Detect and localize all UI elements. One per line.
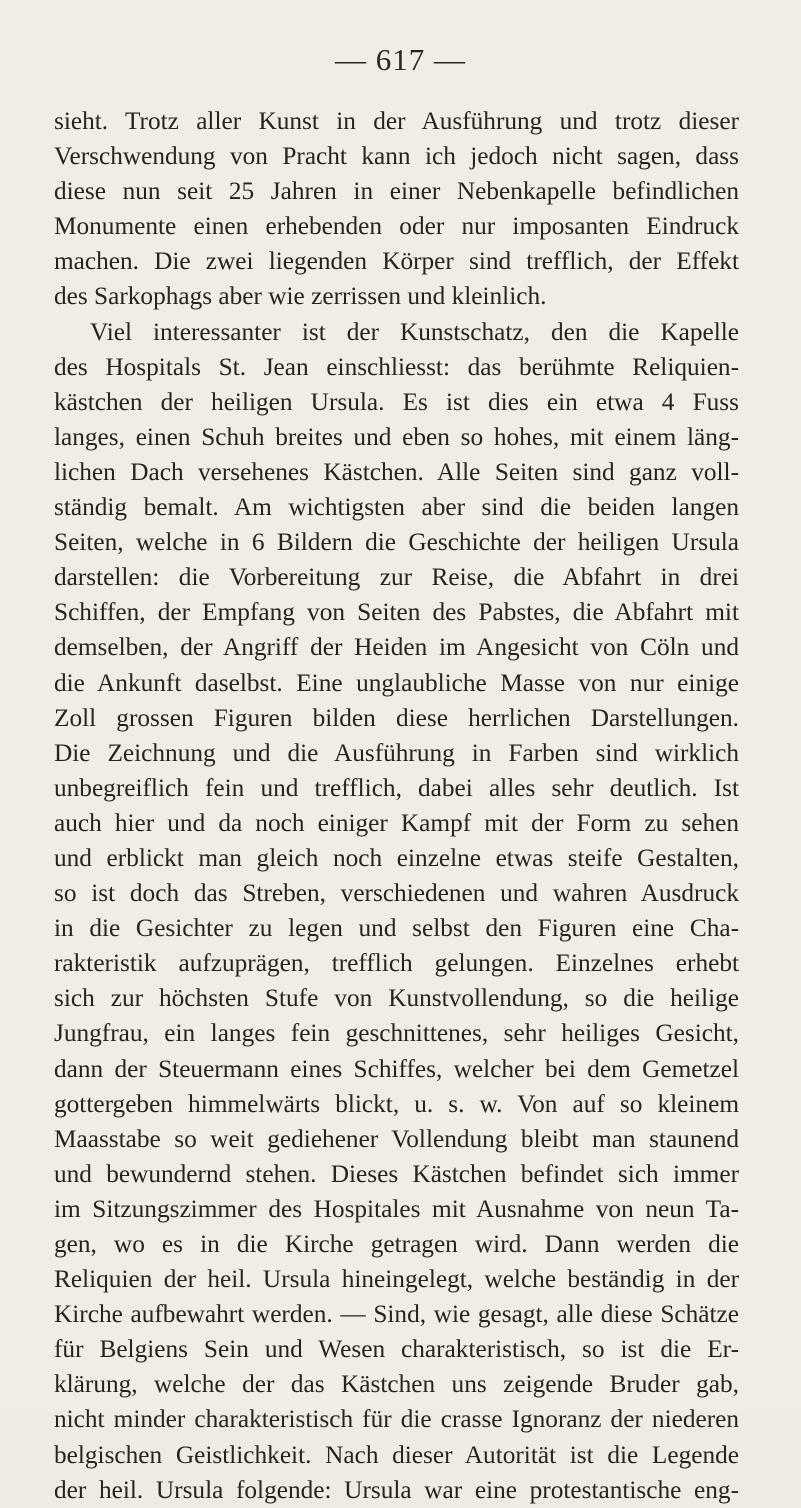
text-line: Jungfrau, ein langes fein geschnittenes, sehr heiliges Gesicht,: [54, 1019, 739, 1048]
text-line: Reliquien der heil. Ursula hineingelegt, welche beständig in der: [54, 1265, 739, 1294]
text-line: demselben, der Angriff der Heiden im Angesicht von Cöln und: [54, 633, 739, 662]
text-line: rakteristik aufzuprägen, trefflich gelungen. Einzelnes erhebt: [54, 949, 739, 978]
text-line: diese nun seit 25 Jahren in einer Nebenkapelle befindlichen: [54, 177, 739, 206]
text-line: lichen Dach versehenes Kästchen. Alle Seiten sind ganz voll-: [54, 457, 739, 486]
text-line: darstellen: die Vorbereitung zur Reise, die Abfahrt in drei: [54, 563, 739, 592]
text-line: Viel interessanter ist der Kunstschatz, den die Kapelle: [90, 317, 739, 346]
text-line: für Belgiens Sein und Wesen charakteristisch, so ist die Er-: [54, 1335, 739, 1364]
text-line: die Ankunft daselbst. Eine unglaubliche Masse von nur einige: [54, 668, 739, 697]
text-line: Maasstabe so weit gediehener Vollendung bleibt man staunend: [54, 1124, 739, 1153]
text-line: Die Zeichnung und die Ausführung in Farben sind wirklich: [54, 738, 739, 767]
text-line: ständig bemalt. Am wichtigsten aber sind die beiden langen: [54, 493, 739, 522]
text-line: sich zur höchsten Stufe von Kunstvollendung, so die heilige: [54, 984, 739, 1013]
text-line: gottergeben himmelwärts blickt, u. s. w. Von auf so kleinem: [54, 1089, 739, 1118]
text-line: Seiten, welche in 6 Bildern die Geschichte der heiligen Ursula: [54, 528, 739, 557]
page-number: — 617 —: [335, 42, 466, 77]
text-line: klärung, welche der das Kästchen uns zeigende Bruder gab,: [54, 1370, 739, 1399]
text-line: sieht. Trotz aller Kunst in der Ausführung und trotz dieser: [54, 107, 739, 135]
text-line: im Sitzungszimmer des Hospitales mit Ausnahme von neun Ta-: [54, 1194, 739, 1223]
text-line: Kirche aufbewahrt werden. — Sind, wie gesagt, alle diese Schätze: [54, 1300, 739, 1329]
text-line: der heil. Ursula folgende: Ursula war eine protestantische eng-: [54, 1475, 739, 1504]
text-line: und bewundernd stehen. Dieses Kästchen befindet sich immer: [54, 1159, 739, 1188]
text-line: nicht minder charakteristisch für die crasse Ignoranz der niederen: [54, 1405, 739, 1434]
text-line: auch hier und da noch einiger Kampf mit der Form zu sehen: [54, 808, 739, 837]
text-line: Verschwendung von Pracht kann ich jedoch nicht sagen, dass: [54, 142, 739, 171]
text-line: gen, wo es in die Kirche getragen wird. Dann werden die: [54, 1230, 739, 1258]
text-line: Zoll grossen Figuren bilden diese herrlichen Darstellungen.: [54, 703, 739, 732]
text-line: des Sarkophags aber wie zerrissen und kleinlich.: [54, 282, 547, 311]
text-line: Monumente einen erhebenden oder nur imposanten Eindruck: [54, 212, 739, 241]
text-line: und erblickt man gleich noch einzelne etwas steife Gestalten,: [54, 843, 739, 872]
text-line: in die Gesichter zu legen und selbst den Figuren eine Cha-: [54, 914, 739, 943]
text-line: machen. Die zwei liegenden Körper sind trefflich, der Effekt: [54, 247, 739, 276]
text-line: belgischen Geistlichkeit. Nach dieser Autorität ist die Legende: [54, 1440, 739, 1469]
text-line: so ist doch das Streben, verschiedenen und wahren Ausdruck: [54, 879, 739, 908]
text-line: langes, einen Schuh breites und eben so hohes, mit einem läng-: [54, 422, 739, 451]
text-line: unbegreiflich fein und trefflich, dabei alles sehr deutlich. Ist: [54, 773, 739, 802]
text-line: kästchen der heiligen Ursula. Es ist dies ein etwa 4 Fuss: [54, 387, 739, 416]
text-line: dann der Steuermann eines Schiffes, welcher bei dem Gemetzel: [54, 1054, 739, 1083]
text-line: Schiffen, der Empfang von Seiten des Pabstes, die Abfahrt mit: [54, 598, 739, 627]
body-text: [54, 104, 739, 1508]
text-line: des Hospitals St. Jean einschliesst: das berühmte Reliquien-: [54, 352, 739, 381]
